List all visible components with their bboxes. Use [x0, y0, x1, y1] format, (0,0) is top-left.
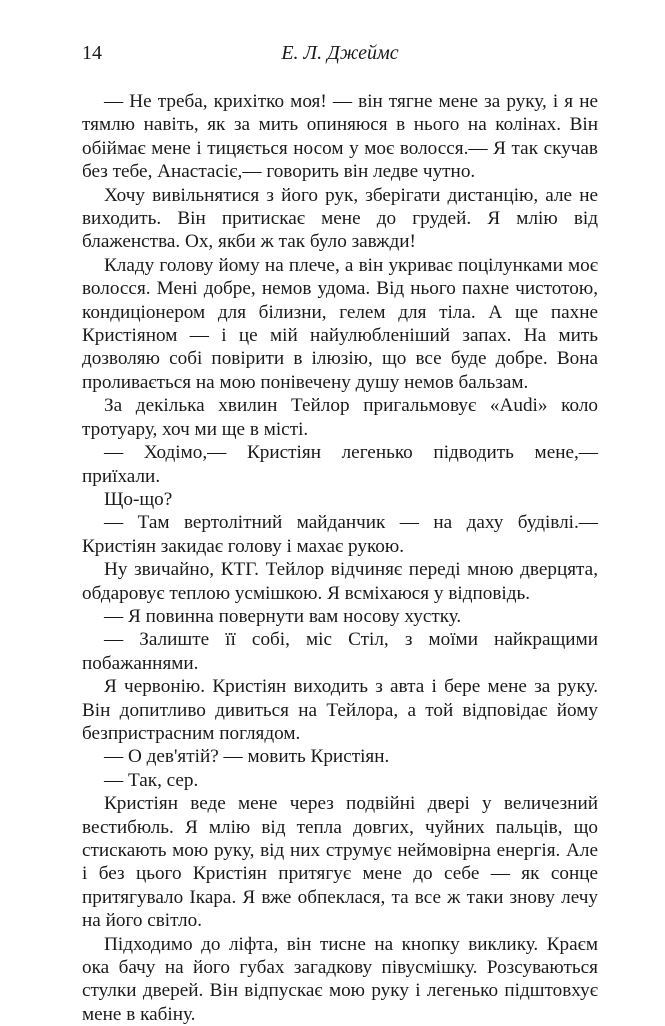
paragraph: — Я повинна повернути вам носову хустку.: [104, 605, 462, 627]
paragraph: Хочу вивільнятися з його рук, зберігати дистанцію, але не виходить. Він притискає мене до грудей. Я млію від блаженства. Ох, якби ж так було завжди!: [82, 184, 598, 253]
paragraph: Ну звичайно, КТГ. Тейлор відчиняє переді мною дверцята, обдаровує теплою усмішкою. Я всміхаюся у відповідь.: [82, 559, 598, 604]
paragraph: — Ходімо,— Кристіян легенько підводить мене,— приїхали.: [82, 442, 598, 487]
paragraph: — Так, сер.: [104, 769, 199, 791]
paragraph: — Залиште її собі, міс Стіл, з моїми найкращими побажаннями.: [82, 629, 598, 674]
page-header: [82, 42, 598, 68]
page-number: 14: [82, 42, 102, 64]
paragraph: За декілька хвилин Тейлор пригальмовує «Audi» коло тротуару, хоч ми ще в місті.: [82, 395, 598, 440]
paragraph: — О дев'ятій? — мовить Кристіян.: [104, 746, 390, 768]
paragraph: Я червонію. Кристіян виходить з авта і бере мене за руку. Він допитливо дивиться на Тейлора, а той відповідає йому безпристрасним поглядом.: [82, 676, 598, 744]
paragraph: Кристіян веде мене через подвійні двері у величезний вестибюль. Я млію від тепла довгих, чуйних пальців, що стискають мою руку, від них струмує неймовірна енергія. Але і без цього Кристіян притягує мене до себе — як сонце притягувало Ікара. Я вже обпеклася, та все ж таки знову лечу на його світло.: [82, 793, 598, 932]
body-text: [82, 90, 598, 1026]
paragraph: Підходимо до ліфта, він тисне на кнопку виклику. Краєм ока бачу на його губах загадкову півусмішку. Розсуваються стулки дверей. Він відпускає мою руку і легенько підштовхує мене в кабіну.: [82, 933, 598, 1025]
paragraph: — Не треба, крихітко моя! — він тягне мене за руку, і я не тямлю навіть, як за мить опиняюся в нього на колінах. Він обіймає мене і тицяється носом у моє волосся.— Я так скучав без тебе, Анастасіє,— говорить він ледве чутно.: [82, 91, 598, 183]
paragraph: Кладу голову йому на плече, а він укриває поцілунками моє волосся. Мені добре, немов удома. Від нього пахне чистотою, кондиціонером для білизни, гелем для тіла. А ще пахне Кристіяном — і це мій найулюбленіший запах. На мить дозволяю собі повірити в ілюзію, що все буде добре. Вона проливається на мою понівечену душу немов бальзам.: [82, 254, 598, 393]
paragraph: Що-що?: [104, 488, 173, 510]
paragraph: — Там вертолітний майданчик — на даху будівлі.— Кристіян закидає голову і махає рукою.: [82, 512, 598, 557]
running-title: Е. Л. Джеймс: [281, 42, 399, 64]
